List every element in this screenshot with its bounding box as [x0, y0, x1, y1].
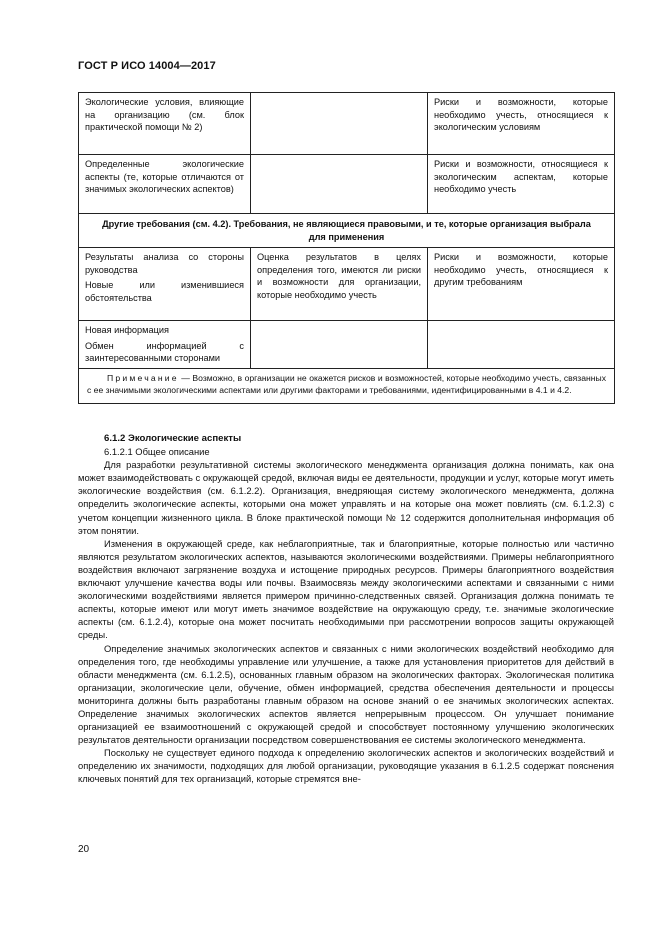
note-label: Примечание — [107, 372, 179, 383]
table-cell — [79, 248, 251, 321]
cell-line: Новые или изменившиеся обстоятельства — [85, 280, 244, 303]
table-cell: Определенные экологические аспекты (те, которые отличаются от значимых экологических аспектов) — [79, 155, 251, 214]
paragraph: Определение значимых экологических аспектов и связанных с ними экологических воздействий необходимо для определения того, где необходимы управление или улучшение, а также для установления приоритетов для действий в области менеджмента (см. 6.1.2.5), основанных главным образом на экологических факторах. Экологическая политика организации, экологические цели, обучение, обмен информацией, средства обеспечения деятельности и процессы мониторинга должны быть разработаны главным образом на основе знаний о ее значимых экологических аспектах. Определение значимых экологических аспектов является непрерывным процессом. Он улучшает понимание организацией ее взаимоотношений с окружающей средой и способствует постоянному улучшению экологических результатов деятельности организации посредством совершенствования ее системы экологического менеджмента. — [78, 642, 614, 746]
note-text: — Возможно, в организации не окажется рисков и возможностей, которые необходимо учесть, связанных с ее значимыми экологическими аспектами или другими факторами и требованиями, идентифицированными в 4.1 и 4.2. — [87, 372, 606, 395]
table-cell — [79, 321, 251, 369]
table-row — [79, 155, 615, 214]
table-section-heading: Другие требования (см. 4.2). Требования, не являющиеся правовыми, и те, которые организация выбрала для применения — [79, 214, 615, 248]
cell-line: Новая информация — [85, 325, 169, 336]
table-cell: Экологические условия, влияющие на организацию (см. блок практической помощи № 2) — [79, 93, 251, 155]
section-body — [78, 432, 614, 786]
paragraph: Изменения в окружающей среде, как неблагоприятные, так и благоприятные, которые полностью или частично являются результатом экологических аспектов, называются экологическими воздействиями. Примеры неблагоприятного воздействия включают загрязнение воздуха и истощение природных ресурсов. Примеры благоприятного воздействия включают улучшение качества воды или почвы. Взаимосвязь между экологическими аспектами и связанными с ними экологическими воздействиями является примером причинно-следственных связей. Организация должна понимать те аспекты, которые имеют или могут иметь значимое воздействие на окружающую среду, т.е. значимые экологические аспекты (см. 6.1.2.4), которые она может посчитать необходимыми при рассмотрении вопросов защиты окружающей среды. — [78, 537, 614, 641]
section-subheading: 6.1.2.1 Общее описание — [104, 446, 210, 458]
table-cell: Риски и возможности, которые необходимо учесть, относящиеся к другим требованиям — [428, 248, 615, 321]
table-cell — [251, 321, 428, 369]
table-cell: Оценка результатов в целях определения того, имеются ли риски и возможности для организации, которые необходимо учесть — [251, 248, 428, 321]
table-cell — [428, 321, 615, 369]
document-header: ГОСТ Р ИСО 14004—2017 — [78, 60, 216, 72]
table-row — [79, 321, 615, 369]
cell-line: Обмен информацией с заинтересованными сторонами — [85, 340, 244, 364]
table-row — [79, 368, 615, 403]
table-cell — [251, 155, 428, 214]
cell-line: Результаты анализа со стороны руководства — [85, 252, 244, 275]
table-cell: Риски и возможности, относящиеся к экологическим аспектам, которые необходимо учесть — [428, 155, 615, 214]
table-cell: Риски и возможности, которые необходимо учесть, относящиеся к экологическим условиям — [428, 93, 615, 155]
paragraph: Для разработки результативной системы экологического менеджмента организация должна понимать, как она может взаимодействовать с окружающей средой, включая виды ее деятельности, продукции и услуг, которые могут иметь экологические воздействия (см. 6.1.2.2). Организация, внедряющая систему экологического менеджмента, должна определить экологические аспекты, которыми она может управлять и на которые она может повлиять (см. 6.1.2.3) с учетом концепции жизненного цикла. В блоке практической помощи № 12 содержится дополнительная информация об этом понятии. — [78, 459, 614, 536]
table-row — [79, 248, 615, 321]
table-note — [79, 368, 615, 403]
page-number: 20 — [78, 844, 90, 855]
table-cell — [251, 93, 428, 155]
table-row — [79, 214, 615, 248]
section-heading: 6.1.2 Экологические аспекты — [104, 433, 242, 444]
table-row — [79, 93, 615, 155]
paragraph: Поскольку не существует единого подхода к определению экологических аспектов и экологических воздействий и определению их значимости, подходящих для любой организации, руководящие указания в 6.1.2.5 содержат пояснения ключевых понятий для тех организаций, которые стремятся вне- — [78, 747, 614, 785]
risks-table — [78, 92, 615, 404]
